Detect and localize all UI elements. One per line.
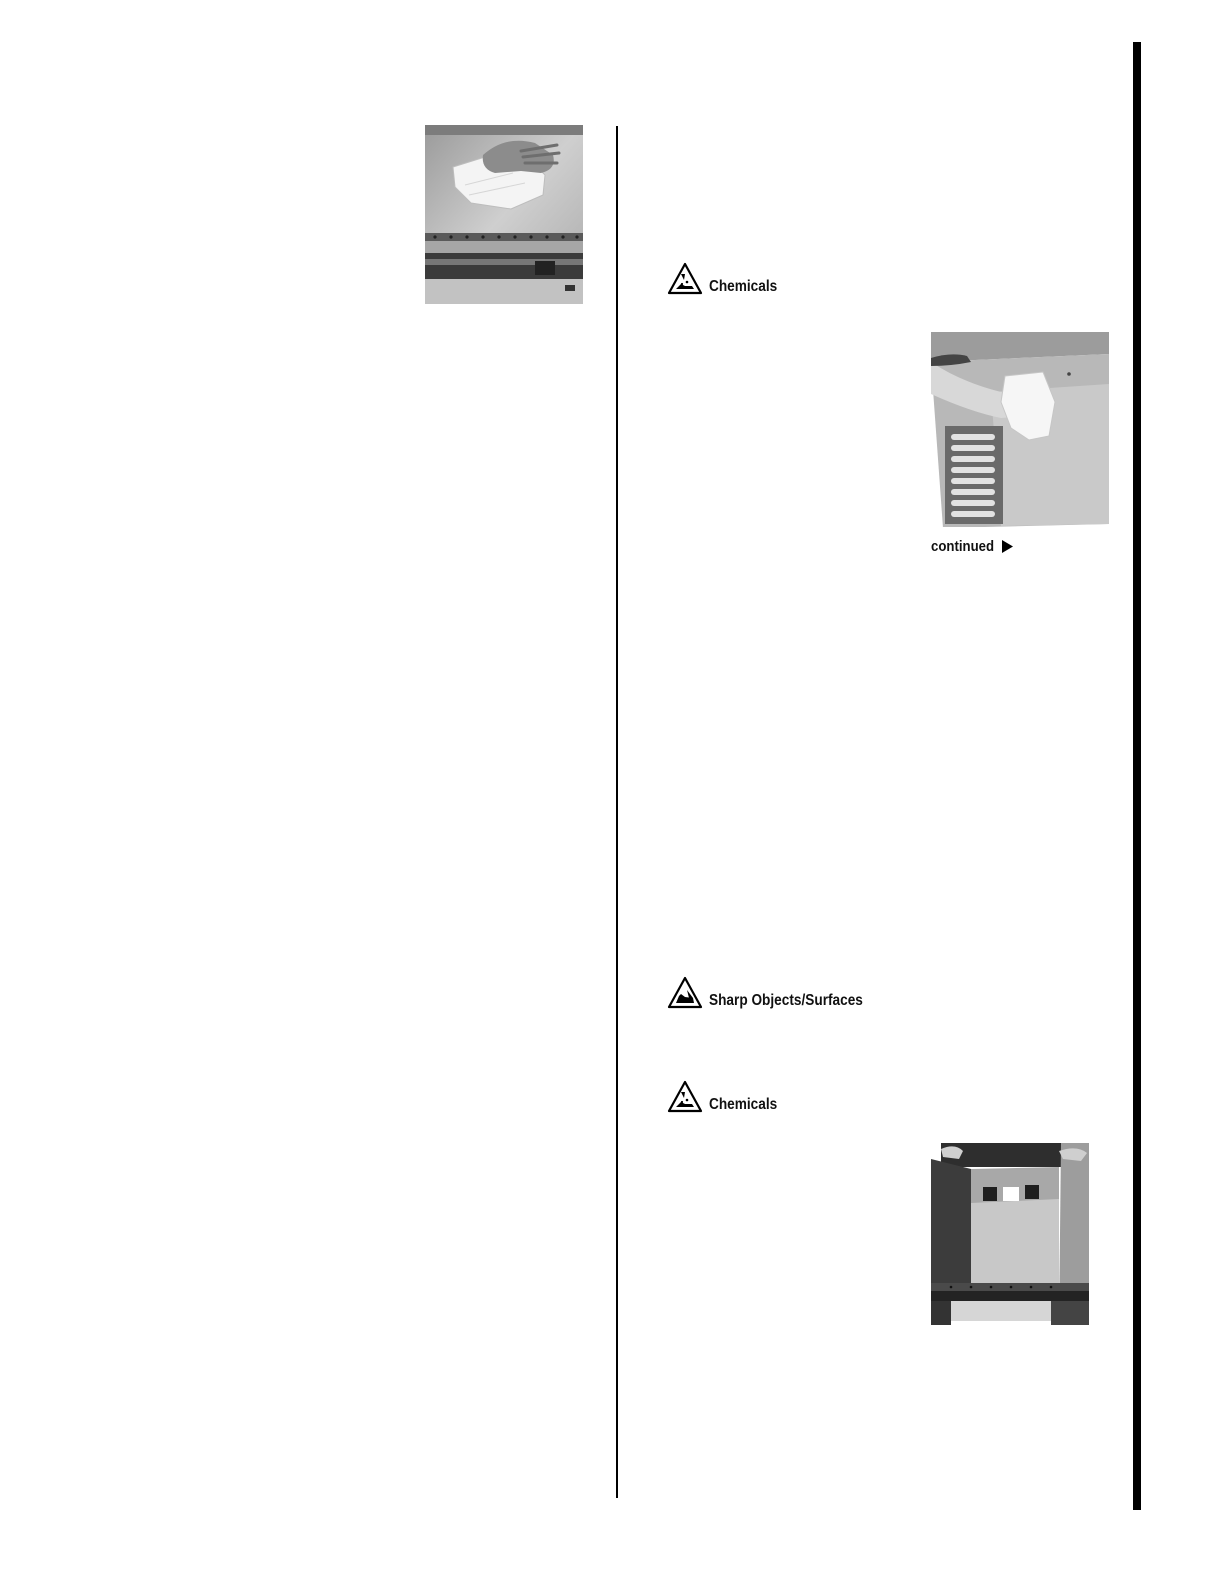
photo-wiping-side-panel bbox=[931, 332, 1109, 527]
chemical-hazard-icon bbox=[667, 1080, 703, 1113]
continued-label: continued bbox=[931, 538, 995, 555]
hazard-sharp-objects bbox=[667, 976, 884, 1009]
sharp-objects-hazard-icon bbox=[667, 976, 703, 1009]
hazard-label-sharp: Sharp Objects/Surfaces bbox=[709, 991, 863, 1009]
hazard-chemicals-top bbox=[667, 262, 787, 295]
hazard-label-chemicals: Chemicals bbox=[709, 277, 778, 295]
photo-cabinet-interior bbox=[931, 1143, 1089, 1325]
continued-indicator bbox=[931, 539, 1013, 554]
column-divider bbox=[616, 126, 618, 1498]
page-edge-bar bbox=[1133, 42, 1141, 1510]
hazard-label-chemicals: Chemicals bbox=[709, 1095, 778, 1113]
chemical-hazard-icon bbox=[667, 262, 703, 295]
photo-wiping-cabinet-top bbox=[425, 125, 583, 304]
hazard-chemicals-bottom bbox=[667, 1080, 787, 1113]
play-arrow-icon bbox=[1002, 540, 1013, 553]
